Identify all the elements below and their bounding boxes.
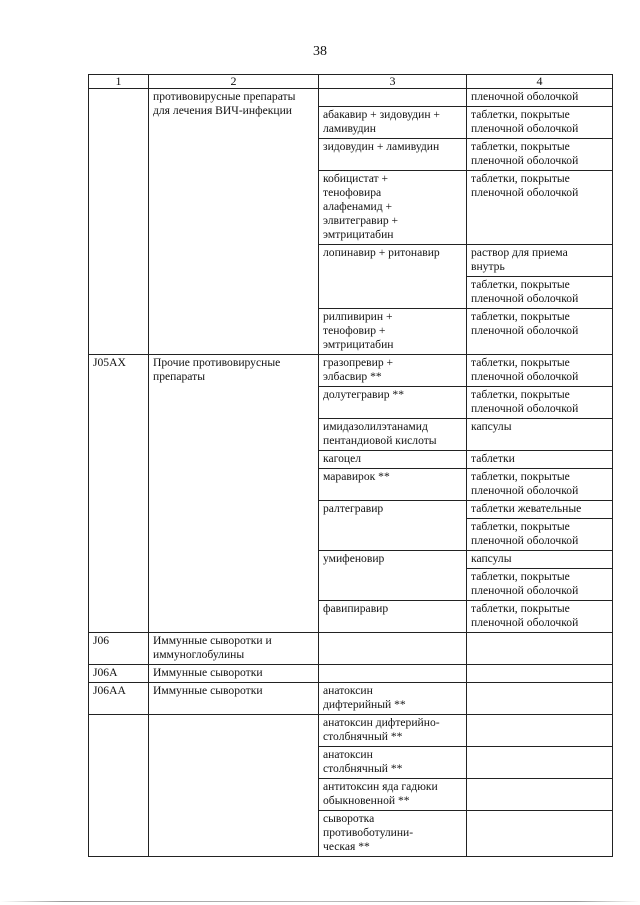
drug-cell: абакавир + зидовудин + ламивудин	[319, 107, 467, 139]
form-cell: таблетки, покрытые пленочной оболочкой	[467, 387, 613, 419]
form-cell: таблетки	[467, 451, 613, 469]
header-row	[89, 75, 613, 89]
form-cell	[467, 633, 613, 665]
drug-cell: имидазолилэтанамид пентандиовой кислоты	[319, 419, 467, 451]
drug-cell: рилпивирин + тенофовир + эмтрицитабин	[319, 309, 467, 355]
form-cell	[467, 715, 613, 747]
table-row	[89, 89, 613, 107]
code-cell: J06	[89, 633, 149, 665]
header-col-1: 1	[89, 75, 149, 89]
drug-cell: анатоксин столбнячный **	[319, 747, 467, 779]
header-col-4: 4	[467, 75, 613, 89]
drug-cell: лопинавир + ритонавир	[319, 245, 467, 309]
group-cell: противовирусные препараты для лечения ВИЧ-инфекции	[149, 89, 319, 355]
form-cell	[467, 747, 613, 779]
code-cell	[89, 89, 149, 355]
form-cell: таблетки, покрытые пленочной оболочкой	[467, 519, 613, 551]
drug-cell: сыворотка противоботулини- ческая **	[319, 811, 467, 857]
drug-cell	[319, 633, 467, 665]
group-cell: Прочие противовирусные препараты	[149, 355, 319, 633]
drug-cell: умифеновир	[319, 551, 467, 601]
table-row	[89, 665, 613, 683]
form-cell	[467, 683, 613, 715]
group-cell: Иммунные сыворотки	[149, 665, 319, 683]
form-cell: таблетки, покрытые пленочной оболочкой	[467, 309, 613, 355]
table-row	[89, 683, 613, 715]
form-cell: таблетки, покрытые пленочной оболочкой	[467, 277, 613, 309]
form-cell	[467, 665, 613, 683]
scan-edge-line	[0, 901, 640, 902]
form-cell: таблетки, покрытые пленочной оболочкой	[467, 139, 613, 171]
code-cell: J06AA	[89, 683, 149, 715]
drug-cell	[319, 665, 467, 683]
form-cell: таблетки, покрытые пленочной оболочкой	[467, 469, 613, 501]
form-cell: раствор для приема внутрь	[467, 245, 613, 277]
group-cell: Иммунные сыворотки	[149, 683, 319, 715]
drug-cell: анатоксин дифтерийно- столбнячный **	[319, 715, 467, 747]
drug-cell: антитоксин яда гадюки обыкновенной **	[319, 779, 467, 811]
group-cell: Иммунные сыворотки и иммуноглобулины	[149, 633, 319, 665]
form-cell: капсулы	[467, 551, 613, 569]
code-cell	[89, 715, 149, 857]
form-cell: пленочной оболочкой	[467, 89, 613, 107]
form-cell: таблетки, покрытые пленочной оболочкой	[467, 107, 613, 139]
drug-cell: кагоцел	[319, 451, 467, 469]
drug-cell: анатоксин дифтерийный **	[319, 683, 467, 715]
table-row	[89, 633, 613, 665]
group-cell	[149, 715, 319, 857]
drug-table	[88, 74, 613, 857]
drug-cell	[319, 89, 467, 107]
table-row	[89, 715, 613, 747]
drug-cell: кобицистат + тенофовира алафенамид + элвитегравир + эмтрицитабин	[319, 171, 467, 245]
form-cell	[467, 811, 613, 857]
drug-cell: маравирок **	[319, 469, 467, 501]
form-cell: таблетки, покрытые пленочной оболочкой	[467, 601, 613, 633]
code-cell: J05AX	[89, 355, 149, 633]
header-col-2: 2	[149, 75, 319, 89]
drug-cell: гразопревир + элбасвир **	[319, 355, 467, 387]
page-number: 38	[313, 44, 327, 59]
form-cell: таблетки жевательные	[467, 501, 613, 519]
drug-cell: ралтегравир	[319, 501, 467, 551]
form-cell	[467, 779, 613, 811]
form-cell: капсулы	[467, 419, 613, 451]
form-cell: таблетки, покрытые пленочной оболочкой	[467, 569, 613, 601]
drug-cell: зидовудин + ламивудин	[319, 139, 467, 171]
header-col-3: 3	[319, 75, 467, 89]
table-row	[89, 355, 613, 387]
form-cell: таблетки, покрытые пленочной оболочкой	[467, 171, 613, 245]
drug-cell: долутегравир **	[319, 387, 467, 419]
drug-cell: фавипиравир	[319, 601, 467, 633]
form-cell: таблетки, покрытые пленочной оболочкой	[467, 355, 613, 387]
code-cell: J06A	[89, 665, 149, 683]
